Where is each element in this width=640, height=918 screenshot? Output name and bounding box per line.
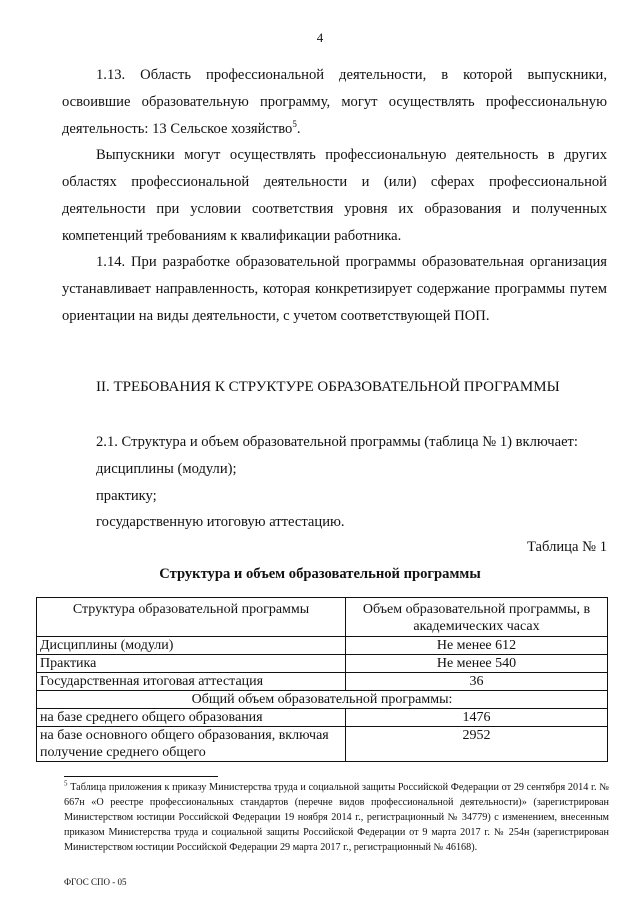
footnote-separator [64,776,218,777]
table-header-structure: Структура образовательной программы [37,598,346,637]
list-item: практику; [96,488,157,504]
table-row [37,655,608,673]
paragraph-1-13-end: . [296,121,301,137]
section-heading: II. ТРЕБОВАНИЯ К СТРУКТУРЕ ОБРАЗОВАТЕЛЬНОЙ ПРОГРАММЫ [96,379,560,395]
table-row [37,637,608,655]
paragraph-graduates: Выпускники могут осуществлять профессиональную деятельность в других областях профессиональной деятельности и (или) сферах профессиональной деятельности при условии соответствия уровня их образования и полученных компетенций требованиям к квалификации работника. [62,147,607,244]
table-cell-value: Не менее 612 [346,637,608,655]
table-cell-value: 2952 [346,727,608,762]
table-cell-value: Не менее 540 [346,655,608,673]
table-cell-name: на базе основного общего образования, включая получение среднего общего [37,727,346,762]
table-cell-name: Практика [37,655,346,673]
table-row [37,727,608,762]
table-title: Структура и объем образовательной программы [159,566,481,582]
table-header-volume: Объем образовательной программы, в академических часах [346,598,608,637]
table-label: Таблица № 1 [527,539,607,555]
table-header-row [37,598,608,637]
footnote-marker: 5 [64,779,68,788]
list-item: дисциплины (модули); [96,461,237,477]
paragraph-1-13 [62,62,607,143]
page-number: 4 [316,30,324,45]
paragraph-2-1: 2.1. Структура и объем образовательной программы (таблица № 1) включает: [96,434,578,450]
paragraph-1-14: 1.14. При разработке образовательной программы образовательная организация устанавливает направленность, которая конкретизирует содержание программы путем ориентации на виды деятельности, с учетом соответствующей ПОП. [62,254,607,324]
structure-table [36,597,608,762]
footnote [64,780,609,855]
footnote-text: Таблица приложения к приказу Министерства труда и социальной защиты Российской Федерации от 29 сентября 2014 г. № 667н «О реестре профессиональных стандартов (перечне видов профессиональной деятельности)» (зарегистрирован Министерством юстиции Российской Федерации 19 ноября 2014 г., регистрационный № 34779) с изменением, внесенным приказом Министерства труда и социальной защиты Российской Федерации от 9 марта 2017 г. № 254н (зарегистрирован Министерством юстиции Российской Федерации 29 марта 2017 г., регистрационный № 46168). [64,782,609,853]
paragraph-1-13-text: 1.13. Область профессиональной деятельности, в которой выпускники, освоившие образовательную программу, могут осуществлять профессиональную деятельность: 13 Сельское хозяйство [62,67,607,137]
table-cell-value: 36 [346,673,608,691]
table-row [37,673,608,691]
table-cell-name: на базе среднего общего образования [37,709,346,727]
table-total-label: Общий объем образовательной программы: [37,691,608,709]
list-item: государственную итоговую аттестацию. [96,514,345,530]
table-total-row [37,691,608,709]
table-row [37,709,608,727]
table-cell-name: Государственная итоговая аттестация [37,673,346,691]
table-cell-value: 1476 [346,709,608,727]
footnote-reference: 5 [292,119,297,130]
document-code: ФГОС СПО - 05 [64,877,127,887]
table-cell-name: Дисциплины (модули) [37,637,346,655]
